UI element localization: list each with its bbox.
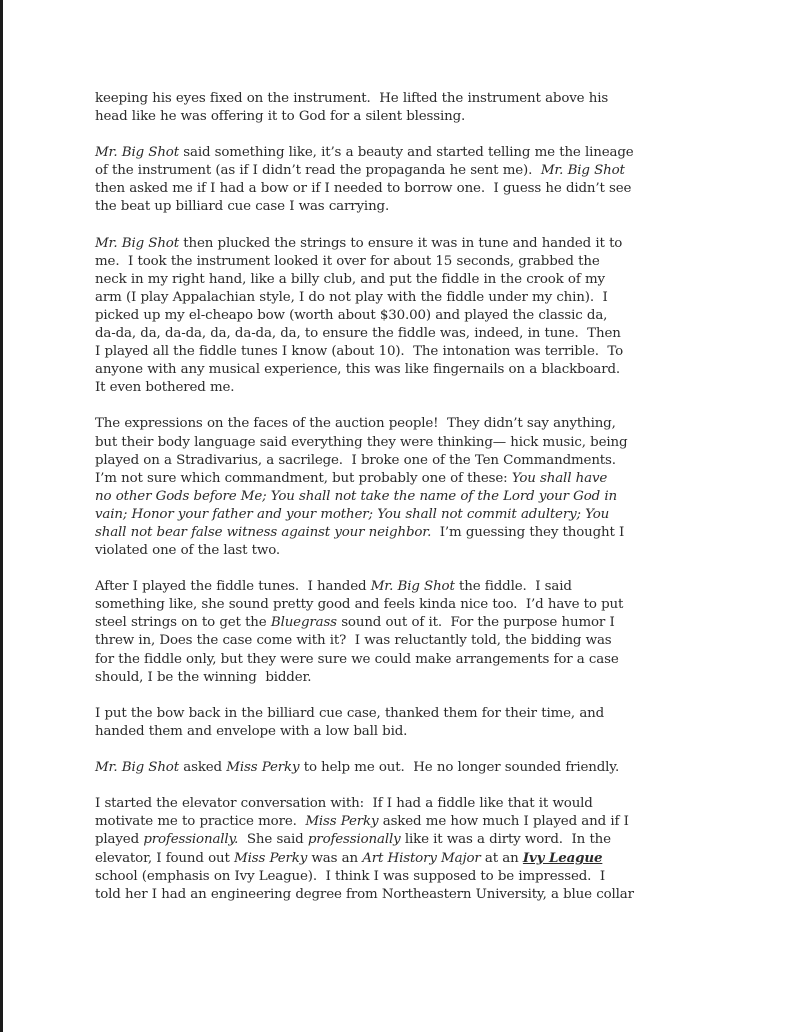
emphasized-ivy-league: Ivy League [522,850,603,867]
italic-text: vain; Honor your father and your mother; You shall not commit adultery; You [95,506,610,522]
text-run: something like, she sound pretty good and feels kinda nice too. I’d have to put [95,597,624,613]
text-line [95,868,715,886]
text-run: played [95,832,144,848]
text-run: The expressions on the faces of the auction people! They didn’t say anything, [95,416,616,432]
text-run: picked up my el-cheapo bow (worth about $30.00) and played the classic da, [95,307,608,323]
text-line [95,108,715,126]
paragraph [95,235,715,398]
text-line [95,651,715,669]
paragraph [95,90,715,126]
text-run: I put the bow back in the billiard cue case, thanked them for their time, and [95,705,605,721]
text-line [95,759,715,777]
text-run: I started the elevator conversation with: If I had a fiddle like that it would [95,796,593,811]
italic-text: Mr. Big Shot [95,145,179,161]
text-line [95,90,715,108]
text-run: head like he was offering it to God for a silent blessing. [95,109,466,125]
text-line [95,578,715,596]
text-run: I’m not sure which commandment, but probably one of these: [95,470,512,486]
text-run: After I played the fiddle tunes. I handed [95,579,371,595]
text-line [95,705,715,723]
text-run: I’m guessing they thought I [431,524,625,540]
text-run: the fiddle. I said [454,579,572,595]
text-run: school (emphasis on Ivy League). I think I was supposed to be impressed. I [95,869,606,885]
text-run: like it was a dirty word. In the [400,832,611,848]
text-run: for the fiddle only, but they were sure we could make arrangements for a case [95,651,619,667]
text-line [95,434,715,452]
text-line [95,198,715,216]
text-line [95,144,715,162]
text-run: It even bothered me. [95,380,235,396]
text-line [95,325,715,343]
italic-text: Miss Perky [234,851,308,867]
text-line [95,307,715,325]
italic-text: Bluegrass [270,615,337,631]
text-run: threw in, Does the case come with it? I was reluctantly told, the bidding was [95,633,612,649]
text-line [95,452,715,470]
text-run: told her I had an engineering degree from Northeastern University, a blue collar [95,887,634,903]
italic-text: no other Gods before Me; You shall not take the name of the Lord your God in [95,488,617,504]
text-run: said something like, it’s a beauty and started telling me the lineage [178,145,634,161]
text-line [95,795,715,813]
text-line [95,361,715,379]
text-run: then asked me if I had a bow or if I needed to borrow one. I guess he didn’t see [95,181,632,197]
text-run: keeping his eyes fixed on the instrument. He lifted the instrument above his [95,91,609,106]
text-run: I played all the fiddle tunes I know (about 10). The intonation was terrible. To [95,344,624,360]
text-line [95,271,715,289]
text-line [95,723,715,741]
paragraph [95,795,715,905]
text-run: steel strings on to get the [95,615,271,631]
italic-text: Art History Major [362,851,481,867]
italic-text: Mr. Big Shot [370,579,455,595]
paragraph [95,578,715,687]
text-run: asked me how much I played and if I [378,814,629,830]
text-line [95,614,715,632]
italic-text: professionally. [143,832,239,848]
text-line [95,542,715,560]
text-run: da-da, da, da-da, da, da-da, da, to ensure the fiddle was, indeed, in tune. Then [95,326,621,342]
italic-text: Mr. Big Shot [540,163,625,179]
text-run: was an [307,851,363,867]
text-run: then plucked the strings to ensure it was in tune and handed it to [178,235,623,251]
text-line [95,343,715,361]
text-line [95,632,715,650]
text-line [95,488,715,506]
text-run: She said [238,832,308,848]
text-run: handed them and envelope with a low ball bid. [95,723,408,739]
paragraph [95,144,715,216]
text-line [95,289,715,307]
italic-text: professionally [307,832,401,848]
text-line [95,506,715,524]
text-run: arm (I play Appalachian style, I do not play with the fiddle under my chin). I [95,289,608,305]
text-line [95,180,715,198]
text-line [95,831,715,849]
paragraph [95,759,715,777]
text-line [95,162,715,180]
text-run: played on a Stradivarius, a sacrilege. I broke one of the Ten Commandments. [95,452,616,468]
text-line [95,849,715,868]
italic-text: Mr. Big Shot [95,235,179,251]
italic-text: Mr. Big Shot [95,759,179,775]
italic-text: Miss Perky [226,759,300,775]
text-line [95,524,715,542]
text-line [95,470,715,488]
text-line [95,253,715,271]
text-run: of the instrument (as if I didn’t read the propaganda he sent me). [95,163,541,179]
text-run: neck in my right hand, like a billy club, and put the fiddle in the crook of my [95,271,605,287]
text-run: me. I took the instrument looked it over for about 15 seconds, grabbed the [95,253,600,269]
text-run: the beat up billiard cue case I was carrying. [95,199,390,215]
text-run: to help me out. He no longer sounded friendly. [299,759,620,775]
italic-text: You shall have [511,470,608,486]
text-line [95,379,715,397]
text-line [95,596,715,614]
text-run: but their body language said everything they were thinking— hick music, being [95,434,628,450]
document-page [95,90,715,923]
text-run: should, I be the winning bidder. [95,669,312,685]
paragraph [95,705,715,741]
text-run: anyone with any musical experience, this was like fingernails on a blackboard. [95,362,621,378]
italic-text: shall not bear false witness against your neighbor. [95,524,432,540]
page-left-edge [0,0,3,1032]
text-run: violated one of the last two. [95,543,280,559]
text-run: elevator, I found out [95,851,235,867]
text-line [95,886,715,904]
text-line [95,415,715,433]
text-line [95,813,715,831]
text-run: asked [178,759,227,775]
italic-text: Miss Perky [305,814,379,830]
text-line [95,669,715,687]
paragraph [95,415,715,560]
text-run: at an [480,851,523,867]
text-run: motivate me to practice more. [95,814,306,830]
text-line [95,235,715,253]
text-run: sound out of it. For the purpose humor I [336,615,615,631]
